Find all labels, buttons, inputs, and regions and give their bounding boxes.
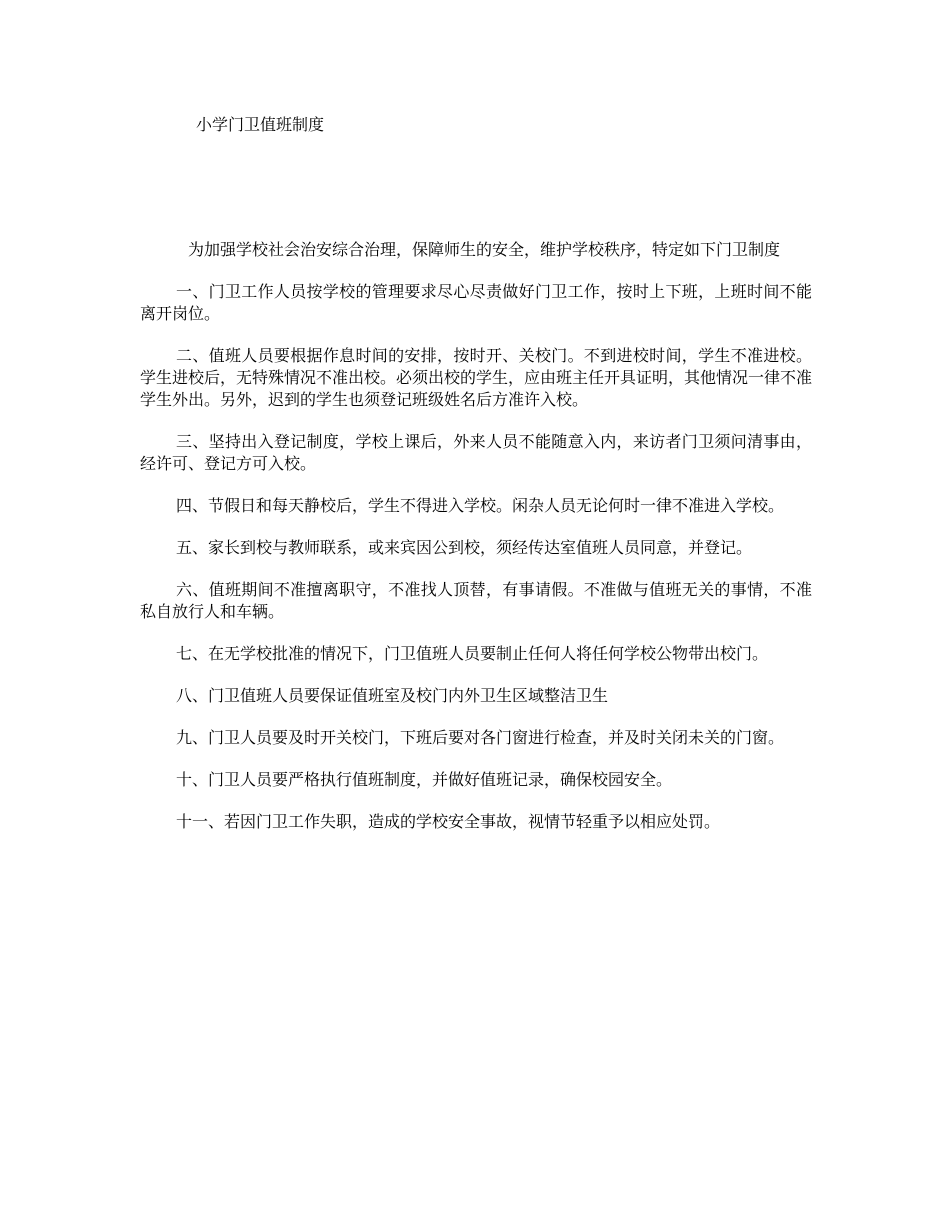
rule-5-paragraph: 五、家长到校与教师联系，或来宾因公到校，须经传达室值班人员同意，并登记。 <box>176 538 753 557</box>
rule-6-paragraph: 六、值班期间不准擅离职守，不准找人顶替，有事请假。不准做与值班无关的事情，不准私自放行人和车辆。 <box>140 580 812 621</box>
rule-4-paragraph: 四、节假日和每天静校后，学生不得进入学校。闲杂人员无论何时一律不准进入学校。 <box>176 496 785 515</box>
rule-10-paragraph: 十、门卫人员要严格执行值班制度，并做好值班记录，确保校园安全。 <box>176 770 673 789</box>
rule-3-paragraph: 三、坚持出入登记制度，学校上课后，外来人员不能随意入内，来访者门卫须问清事由，经许可、登记方可入校。 <box>140 432 812 473</box>
rule-9-paragraph: 九、门卫人员要及时开关校门，下班后要对各门窗进行检查，并及时关闭未关的门窗。 <box>176 728 785 747</box>
rule-11-paragraph: 十一、若因门卫工作失职，造成的学校安全事故，视情节轻重予以相应处罚。 <box>176 812 721 831</box>
rule-1-paragraph: 一、门卫工作人员按学校的管理要求尽心尽责做好门卫工作，按时上下班，上班时间不能离开岗位。 <box>140 282 812 323</box>
document-title: 小学门卫值班制度 <box>196 115 325 134</box>
rule-2-paragraph: 二、值班人员要根据作息时间的安排，按时开、关校门。不到进校时间，学生不准进校。学生进校后，无特殊情况不准出校。必须出校的学生，应由班主任开具证明，其他情况一律不准学生外出。另外，迟到的学生也须登记班级姓名后方准许入校。 <box>140 346 813 409</box>
rule-8-paragraph: 八、门卫值班人员要保证值班室及校门内外卫生区域整洁卫生 <box>176 686 609 705</box>
intro-paragraph: 为加强学校社会治安综合治理，保障师生的安全，维护学校秩序，特定如下门卫制度 <box>188 240 781 259</box>
rule-7-paragraph: 七、在无学校批准的情况下，门卫值班人员要制止任何人将任何学校公物带出校门。 <box>176 644 769 663</box>
document-body <box>140 239 812 853</box>
